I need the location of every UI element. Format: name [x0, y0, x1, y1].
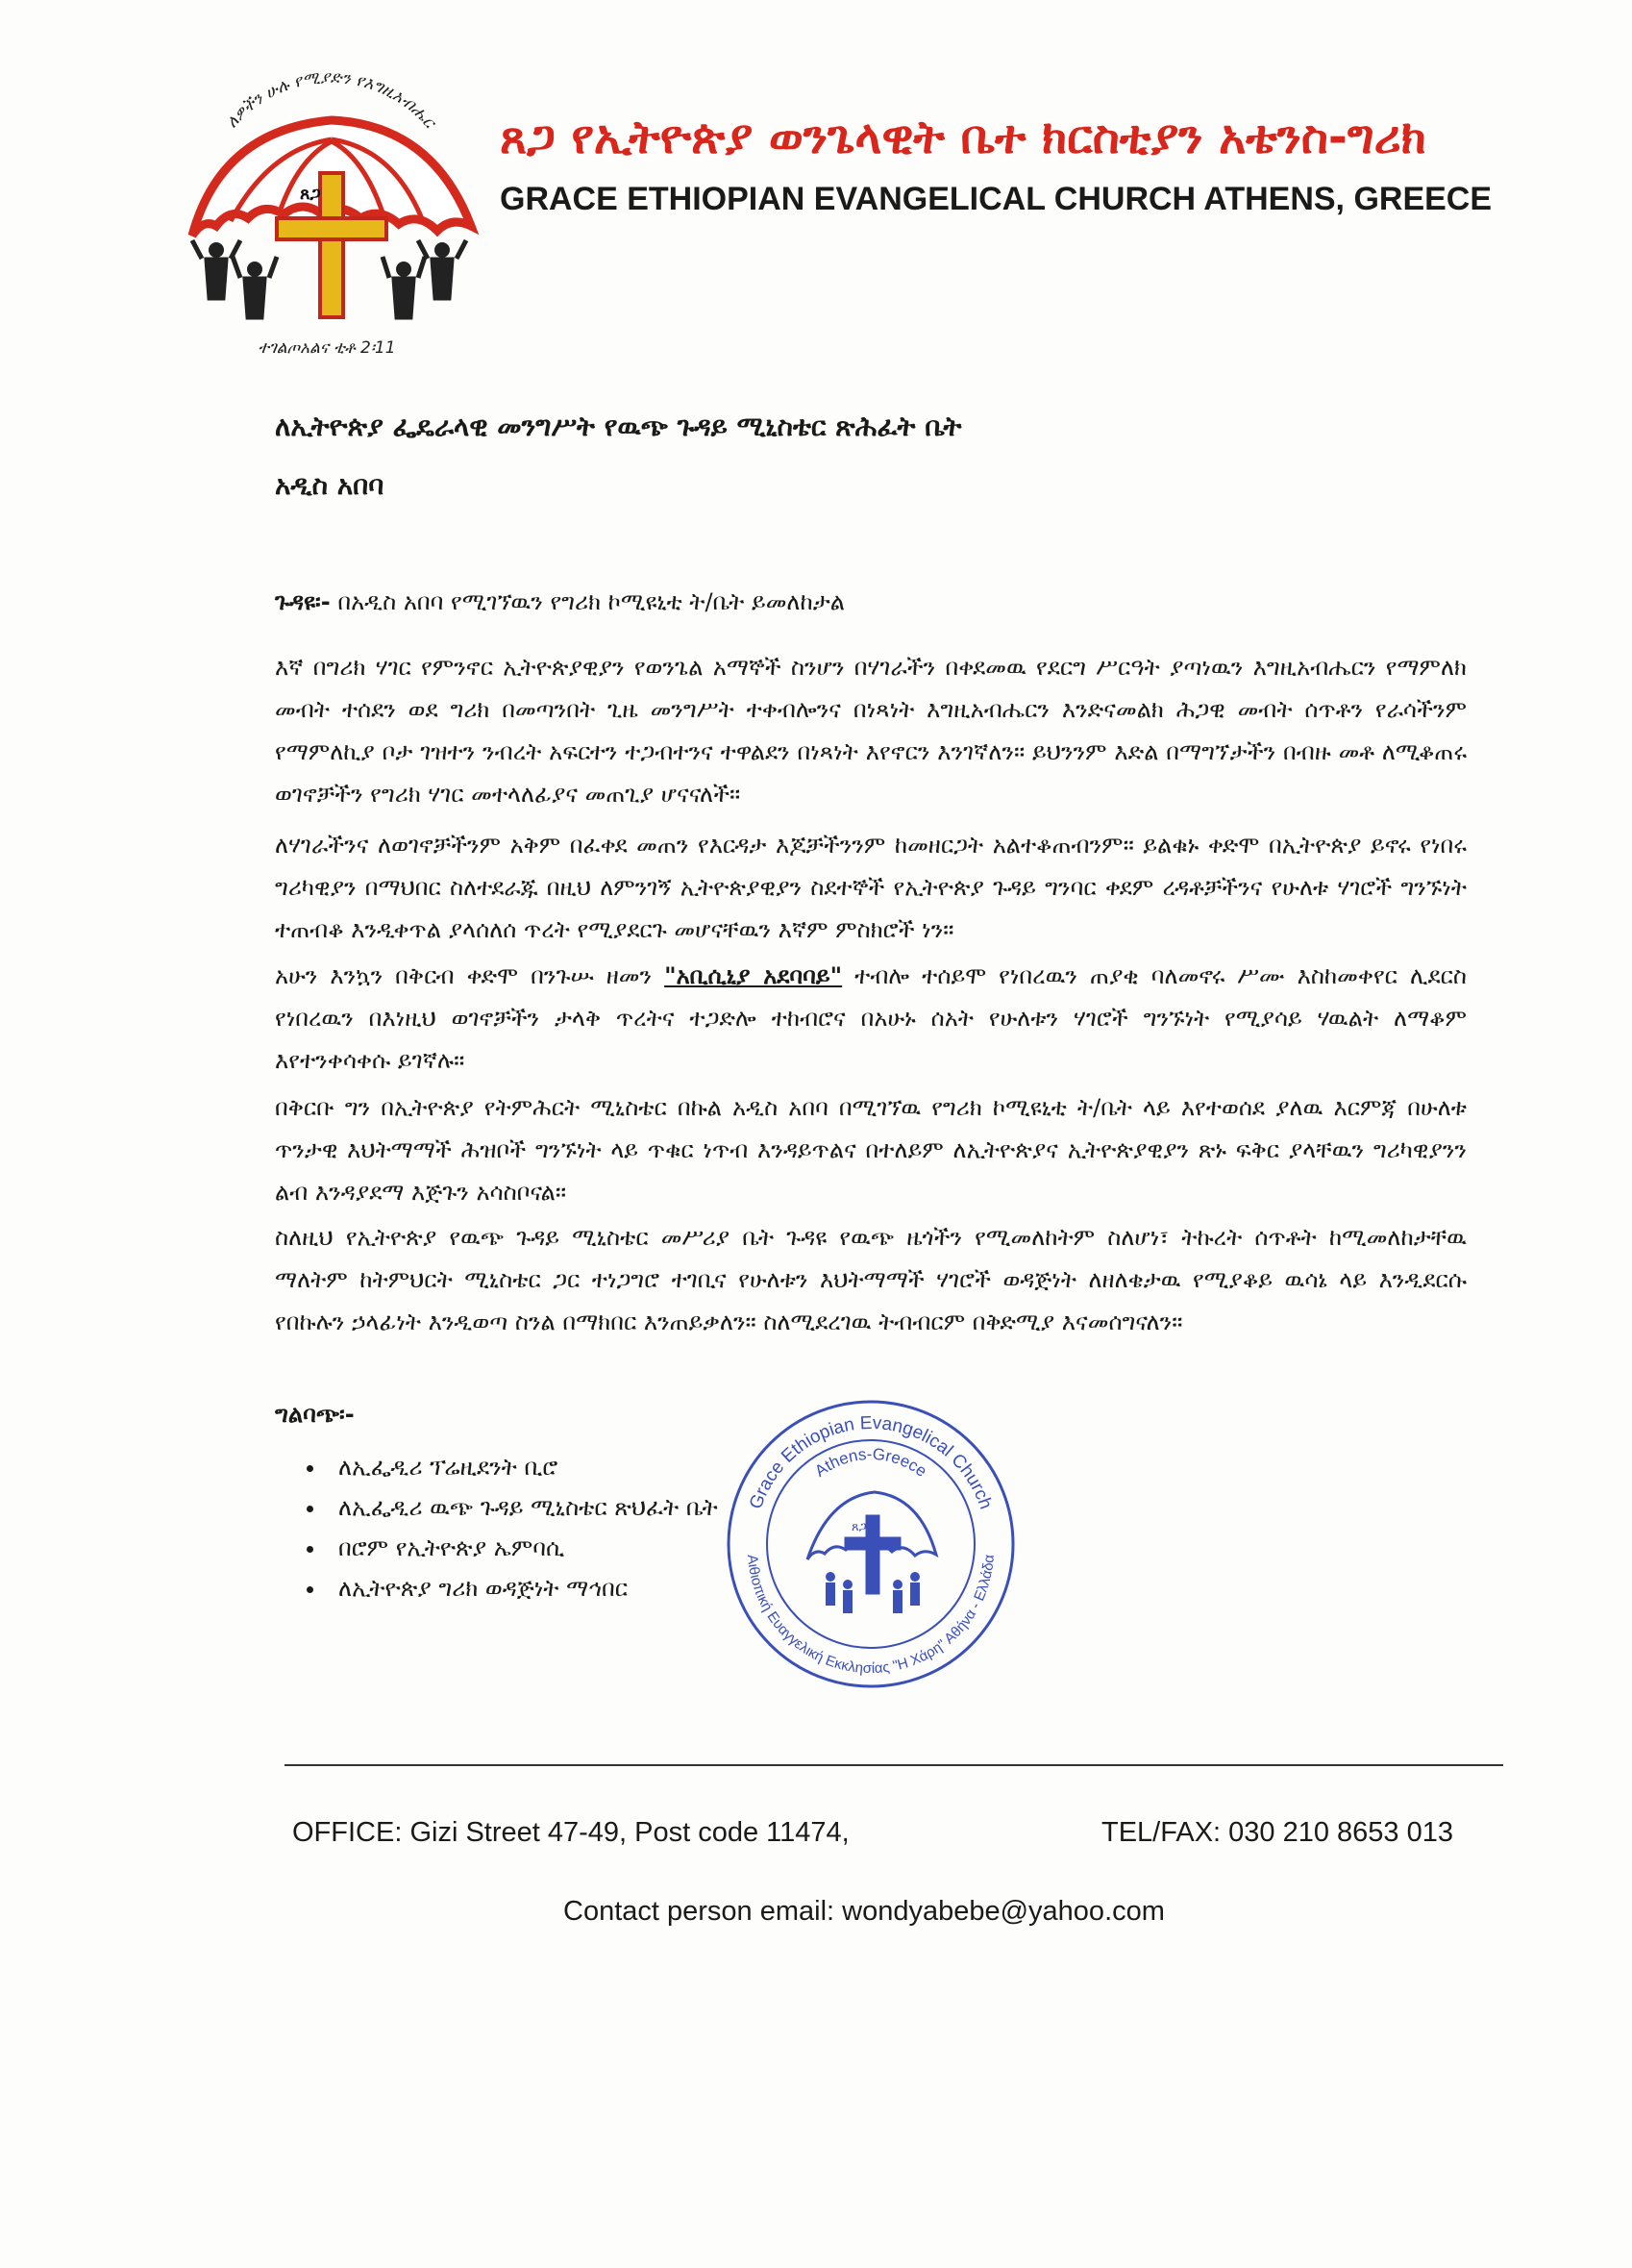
recipient-city: አዲስ አበባ	[275, 469, 384, 501]
subject-line	[275, 588, 845, 615]
cc-item: • ለኢፌዲሪ ፕሬዚደንት ቢሮ	[327, 1447, 718, 1487]
stamp-center-text: ጸጋ	[852, 1520, 867, 1534]
subject-label: ጉዳዩ፡-	[275, 588, 331, 615]
subject-text: በአዲስ አበባ የሚገኘዉን የግሪክ ኮሚዩኒቲ ት/ቤት ይመለከታል	[330, 588, 845, 615]
body-paragraph-3	[275, 955, 1467, 1082]
logo-arc-text: ለዎችን ሁሉ የሚያድን የእግዚአብሔር	[222, 67, 439, 133]
church-name-amharic: ጸጋ የኢትዮጵያ ወንጌላዊት ቤተ ክርስቲያን አቴንስ-ግሪክ	[500, 111, 1426, 164]
cc-item: • ለኢትዮጵያ ግሪክ ወዳጅነት ማኅበር	[327, 1568, 718, 1608]
body-paragraph-4: በቅርቡ ግን በኢትዮጵያ የትምሕርት ሚኒስቴር በኩል አዲስ አበባ በሚገኘዉ የግሪክ ኮሚዩኒቲ ት/ቤት ላይ እየተወሰደ ያለዉ እርምጃ በሁለቱ ጥንታዊ እህትማማች ሕዝቦች ግንኙነት ላይ ጥቁር ነጥብ እንዳይጥልና በተለይም ለኢትዮጵያና ኢትዮጵያዊያን ጽኑ ፍቅር ያላቸዉን ግሪካዊያንን ልብ እንዳያደማ እጅጉን አሳስቦናል።	[275, 1094, 1467, 1206]
paragraph-3-end: ተብሎ ተሰይሞ የነበረዉን ጠያቂ ባለመኖሩ ሥሙ እስከመቀየር ሊደርስ የነበረዉን በእነዚህ ወገኖቻችን ታላቅ ጥረትና ተጋድሎ ተከብሮና በአሁኑ ሰአት የሁለቱን ሃገሮች ግንኙነት የሚያሳይ ሃዉልት ለማቆም እየተንቀሳቀሱ ይገኛሉ።	[275, 962, 1467, 1074]
stamp-top-text: Grace Ethiopian Evangelical Church	[746, 1412, 996, 1512]
church-logo	[163, 53, 490, 365]
stamp-bottom-text: Αιθιοπική Ευαγγελική Εκκλησίας "Η Χάρη" Αθήνα - Ελλάδα	[744, 1554, 998, 1678]
body-paragraph-1: እኛ በግሪክ ሃገር የምንኖር ኢትዮጵያዊያን የወንጌል አማኞች ስንሆን በሃገራችን በቀደመዉ የደርግ ሥርዓት ያጣነዉን እግዚአብሔርን የማምለክ መብት ተሰደን ወደ ግሪክ በመጣንበት ጊዜ መንግሥት ተቀብሎንና በነጻነት እግዚአብሔርን እንድናመልክ ሕጋዊ መብት ሰጥቶን የራሳችንም የማምለኪያ ቦታ ገዝተን ንብረት አፍርተን ተጋብተንና ተዋልደን በነጻነት እየኖርን እንገኛለን። ይህንንም እድል በማግኘታችን በብዙ መቶ ለሚቆጠሩ ወገኖቻችን የግሪክ ሃገር መተላለፊያና መጠጊያ ሆናናለች።	[275, 654, 1467, 808]
body-paragraph-2: ለሃገራችንና ለወገኖቻችንም አቅም በፈቀደ መጠን የእርዳታ እጆቻችንንም ከመዘርጋት አልተቆጠብንም። ይልቁኑ ቀድሞ በኢትዮጵያ ይኖሩ የነበሩ ግሪካዊያን በማህበር ስለተደራጁ በዚህ ለምንገኝ ኢትዮጵያዊያን ስደተኞች የኢትዮጵያ ጉዳይ ግንባር ቀደም ረዳቶቻችንና የሁለቱ ሃገሮች ግንኙነት ተጠብቆ እንዲቀጥል ያላሰለሰ ጥረት የሚያደርጉ መሆናቸዉን እኛም ምስክሮች ነን።	[275, 832, 1467, 943]
stamp-inner-text: Athens-Greece	[811, 1444, 930, 1481]
logo-bottom-text: ተገልጦአልና ቲቶ 2፡11	[258, 338, 396, 358]
tel-fax: TEL/FAX: 030 210 8653 013	[1101, 1817, 1453, 1848]
cc-list	[288, 1447, 718, 1608]
cc-item: • በሮም የኢትዮጵያ ኤምባሲ	[327, 1528, 718, 1568]
church-stamp	[723, 1396, 1019, 1692]
logo-center-text: ጸጋ	[300, 184, 321, 204]
contact-email: Contact person email: wondyabebe@yahoo.com	[563, 1896, 1165, 1927]
cc-label: ግልባጭ፡-	[275, 1401, 355, 1428]
church-name-english: GRACE ETHIOPIAN EVANGELICAL CHURCH ATHENS, GREECE	[500, 181, 1493, 217]
office-address: OFFICE: Gizi Street 47-49, Post code 11474,	[292, 1817, 850, 1848]
abyssinia-square-highlight: "አቢሲኒያ አደባባይ"	[664, 962, 843, 989]
recipient-office: ለኢትዮጵያ ፌዴራላዊ መንግሥት የዉጭ ጉዳይ ሚኒስቴር ጽሕፈት ቤት	[275, 411, 962, 442]
svg-text:Athens-Greece	[811, 1445, 930, 1481]
body-paragraph-5: ስለዚህ የኢትዮጵያ የዉጭ ጉዳይ ሚኒስቴር መሥሪያ ቤት ጉዳዩ የዉጭ ዜጎችን የሚመለከትም ስለሆነ፣ ትኩረት ሰጥቶት ከሚመለከታቸዉ ማለትም ከትምህርት ሚኒስቴር ጋር ተነጋግሮ ተገቢና የሁለቱን እህትማማች ሃገሮች ወዳጅነት ለዘለቄታዉ የሚያቆይ ዉሳኔ ላይ እንዲደርሱ የበኩሉን ኃላፊነት እንዲወጣ ስንል በማክበር እንጠይቃለን። ስለሚደረገዉ ትብብርም በቅድሚያ እናመሰግናለን።	[275, 1224, 1467, 1335]
cc-item: • ለኢፌዲሪ ዉጭ ጉዳይ ሚኒስቴር ጽህፈት ቤት	[327, 1487, 718, 1528]
paragraph-3-start: አሁን እንኳን በቅርብ ቀድሞ በንጉሡ ዘመን	[275, 962, 665, 989]
footer-divider	[284, 1764, 1503, 1766]
